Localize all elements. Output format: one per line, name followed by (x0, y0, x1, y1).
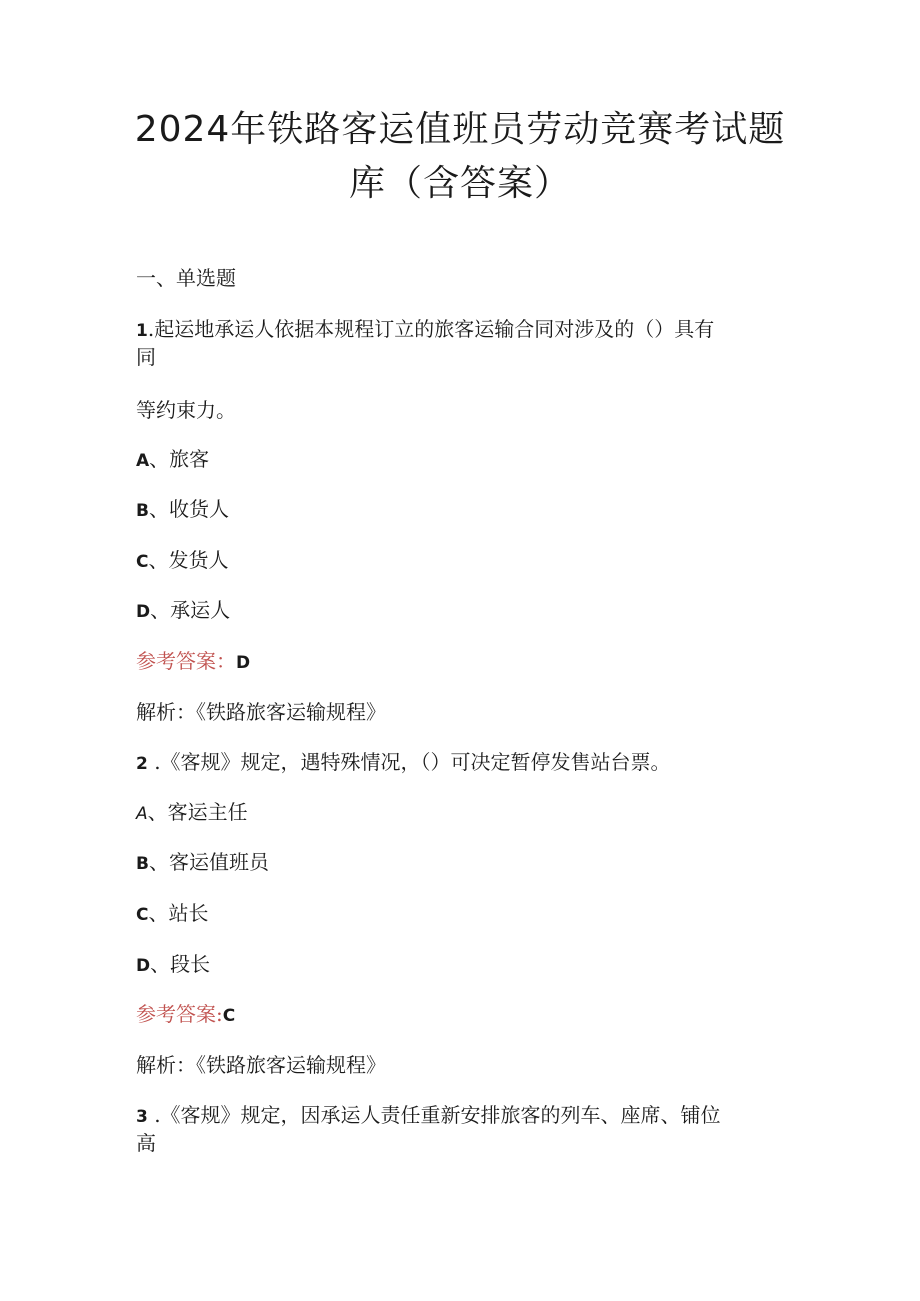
option-label: C (136, 552, 149, 572)
option-text: 、站长 (148, 901, 209, 925)
question-1-line2: 同 (136, 345, 156, 369)
question-1-line3: 等约束力。 (136, 398, 236, 422)
option-label: B (136, 501, 149, 521)
option-text: 、段长 (150, 952, 211, 976)
answer-value: C (222, 1006, 236, 1026)
q1-option-b (136, 495, 229, 525)
option-label: B (136, 854, 149, 874)
option-text: 、承运人 (150, 598, 231, 622)
question-text: .《客规》规定，因承运人责任重新安排旅客的列车、座席、铺位 (147, 1103, 721, 1127)
q1-option-d (136, 596, 230, 626)
option-text: 、收货人 (148, 497, 229, 521)
q1-option-a (136, 445, 209, 475)
question-3-line2: 高 (136, 1131, 156, 1155)
option-label: D (136, 602, 151, 622)
question-2-line1 (136, 748, 671, 778)
option-label: A (136, 451, 150, 471)
answer-label: 参考答案： (136, 649, 236, 673)
question-1-line1 (136, 315, 714, 345)
q2-option-c (136, 899, 208, 929)
q2-option-b (136, 848, 269, 878)
q2-option-d (136, 950, 210, 980)
question-text: .起运地承运人依据本规程订立的旅客运输合同对涉及的（）具有 (147, 317, 715, 341)
question-number: 1 (136, 321, 148, 341)
option-label: D (136, 956, 151, 976)
option-label: C (136, 905, 149, 925)
q2-option-a (136, 798, 248, 828)
option-text: 、旅客 (149, 447, 210, 471)
doc-title-line1: 2024年铁路客运值班员劳动竞赛考试题 (134, 109, 786, 150)
question-text: .《客规》规定，遇特殊情况，（）可决定暂停发售站台票。 (147, 750, 671, 774)
answer-label: 参考答案: (136, 1002, 223, 1026)
q1-analysis: 解析：《铁路旅客运输规程》 (136, 700, 386, 724)
option-text: 、发货人 (148, 548, 229, 572)
answer-value: D (236, 653, 251, 673)
q2-answer (136, 1000, 235, 1030)
option-text: 、客运主任 (147, 800, 248, 824)
q1-answer (136, 647, 250, 677)
question-number: 2 (136, 754, 148, 774)
question-3-line1 (136, 1101, 721, 1131)
q1-option-c (136, 546, 228, 576)
option-text: 、客运值班员 (148, 850, 269, 874)
question-number: 3 (136, 1107, 148, 1127)
doc-title-line2: 库（含答案） (348, 163, 571, 204)
q2-analysis: 解析：《铁路旅客运输规程》 (136, 1053, 386, 1077)
section-heading: 一、单选题 (136, 266, 236, 290)
option-label: A (136, 804, 148, 824)
